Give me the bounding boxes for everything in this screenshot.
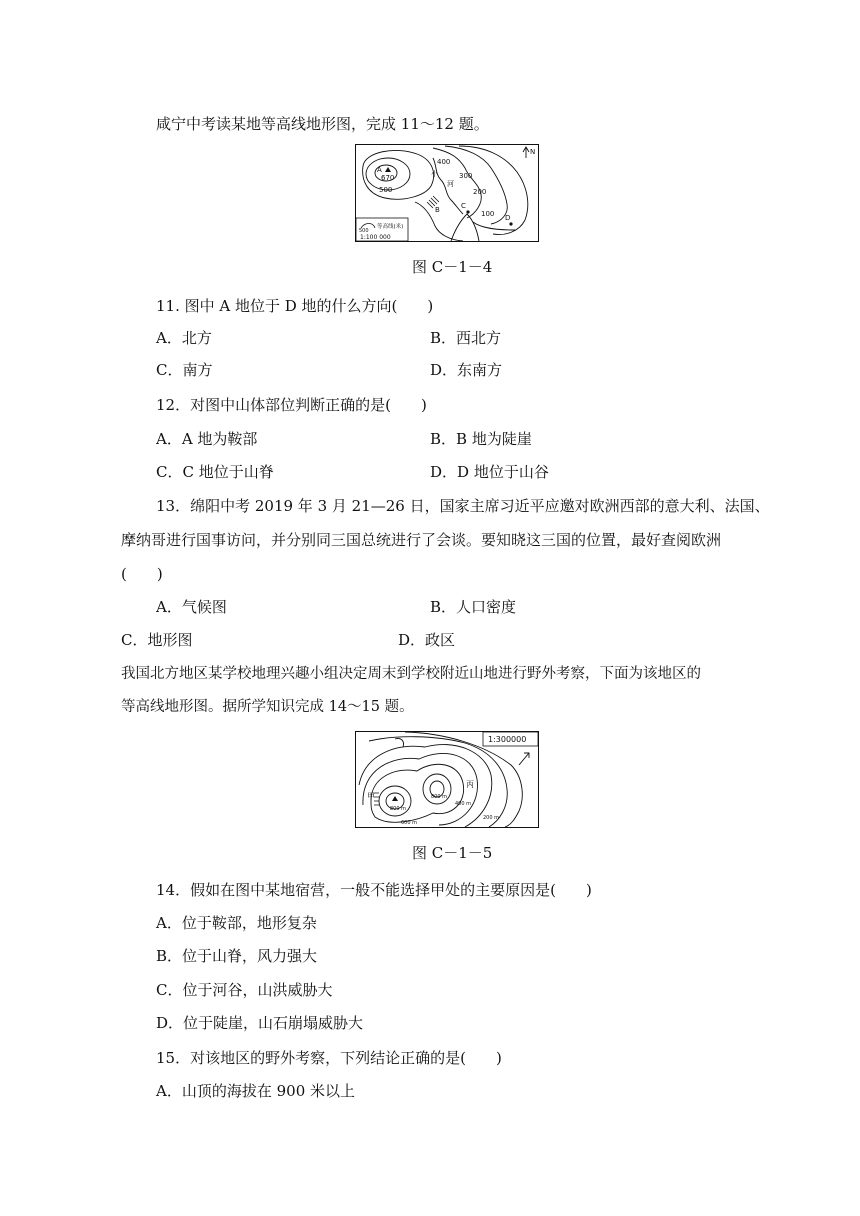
label-peak-elevation: 670 <box>381 174 395 182</box>
contour-map-c-1-5 <box>355 731 539 828</box>
label-d: D <box>505 214 511 222</box>
q12-option-b: B．B 地为陡崖 <box>430 430 532 448</box>
q11-option-d: D．东南方 <box>430 361 503 379</box>
label-a: A <box>377 166 382 174</box>
q11-option-a: A．北方 <box>156 329 212 347</box>
q12-stem: 12．对图中山体部位判断正确的是( ) <box>156 396 427 414</box>
label-contour-300: 300 <box>459 172 473 180</box>
q13-option-a: A．气候图 <box>156 598 227 616</box>
label-contour-600: 600 m <box>401 820 418 826</box>
q13-stem-line-3: ( ) <box>121 565 163 583</box>
q14-stem: 14．假如在图中某地宿营，一般不能选择甲处的主要原因是( ) <box>156 881 592 899</box>
q13-option-d: D．政区 <box>398 631 456 649</box>
label-bing: 丙 <box>466 780 474 789</box>
label-contour-200: 200 m <box>483 815 500 821</box>
q14-option-d: D．位于陡崖，山石崩塌威胁大 <box>156 1014 364 1032</box>
legend-text: 等高线(米) <box>377 224 404 230</box>
q12-option-c: C．C 地位于山脊 <box>156 463 274 481</box>
label-contour-800b: 800 m <box>431 794 448 800</box>
legend-sample-value: 500 <box>359 228 369 234</box>
q11-option-c: C．南方 <box>156 361 213 379</box>
q15-option-a: A．山顶的海拔在 900 米以上 <box>156 1082 356 1100</box>
q11-option-b: B．西北方 <box>430 329 502 347</box>
q13-stem-line-1: 13．绵阳中考 2019 年 3 月 21—26 日，国家主席习近平应邀对欧洲西部的意大利、法国、 <box>156 497 770 515</box>
q14-option-c: C．位于河谷，山洪威胁大 <box>156 981 333 999</box>
label-contour-800a: 800 m <box>390 806 407 812</box>
figure-caption-c-1-4: 图 C－1－4 <box>412 258 493 276</box>
label-river-2: 河 <box>447 180 454 188</box>
q14-option-b: B．位于山脊，风力强大 <box>156 947 318 965</box>
q13-option-c: C．地形图 <box>121 631 193 649</box>
intro-text-1: 咸宁中考读某地等高线地形图，完成 11～12 题。 <box>156 115 489 133</box>
figure-caption-c-1-5: 图 C－1－5 <box>412 844 493 862</box>
label-jia: 甲 <box>367 792 375 801</box>
label-contour-200: 200 <box>473 188 487 196</box>
label-contour-400: 400 <box>437 158 451 166</box>
point-d <box>509 222 512 225</box>
intro-text-2-line-1: 我国北方地区某学校地理兴趣小组决定周末到学校附近山地进行野外考察，下面为该地区的 <box>121 666 701 682</box>
label-contour-500: 500 <box>379 186 393 194</box>
q13-option-b: B．人口密度 <box>430 598 517 616</box>
label-north: N <box>530 148 536 156</box>
label-contour-100: 100 <box>481 210 495 218</box>
label-c: C <box>461 202 466 210</box>
label-b: B <box>435 206 440 214</box>
q12-option-d: D．D 地位于山谷 <box>430 463 549 481</box>
q13-stem-line-2: 摩纳哥进行国事访问，并分别同三国总统进行了会谈。要知晓这三国的位置，最好查阅欧洲 <box>121 531 722 549</box>
intro-text-2-line-2: 等高线地形图。据所学知识完成 14～15 题。 <box>121 699 414 715</box>
contour-map-c-1-4 <box>355 144 539 242</box>
q12-option-a: A．A 地为鞍部 <box>156 430 258 448</box>
q15-stem: 15．对该地区的野外考察，下列结论正确的是( ) <box>156 1049 502 1067</box>
point-c <box>466 210 469 213</box>
q14-option-a: A．位于鞍部，地形复杂 <box>156 914 317 932</box>
scale-text: 1:300000 <box>488 735 527 744</box>
label-contour-400: 400 m <box>455 801 472 807</box>
scale-text: 1:100 000 <box>360 234 391 241</box>
label-river-1: 小 <box>431 170 438 178</box>
q11-stem: 11. 图中 A 地位于 D 地的什么方向( ) <box>156 297 434 315</box>
